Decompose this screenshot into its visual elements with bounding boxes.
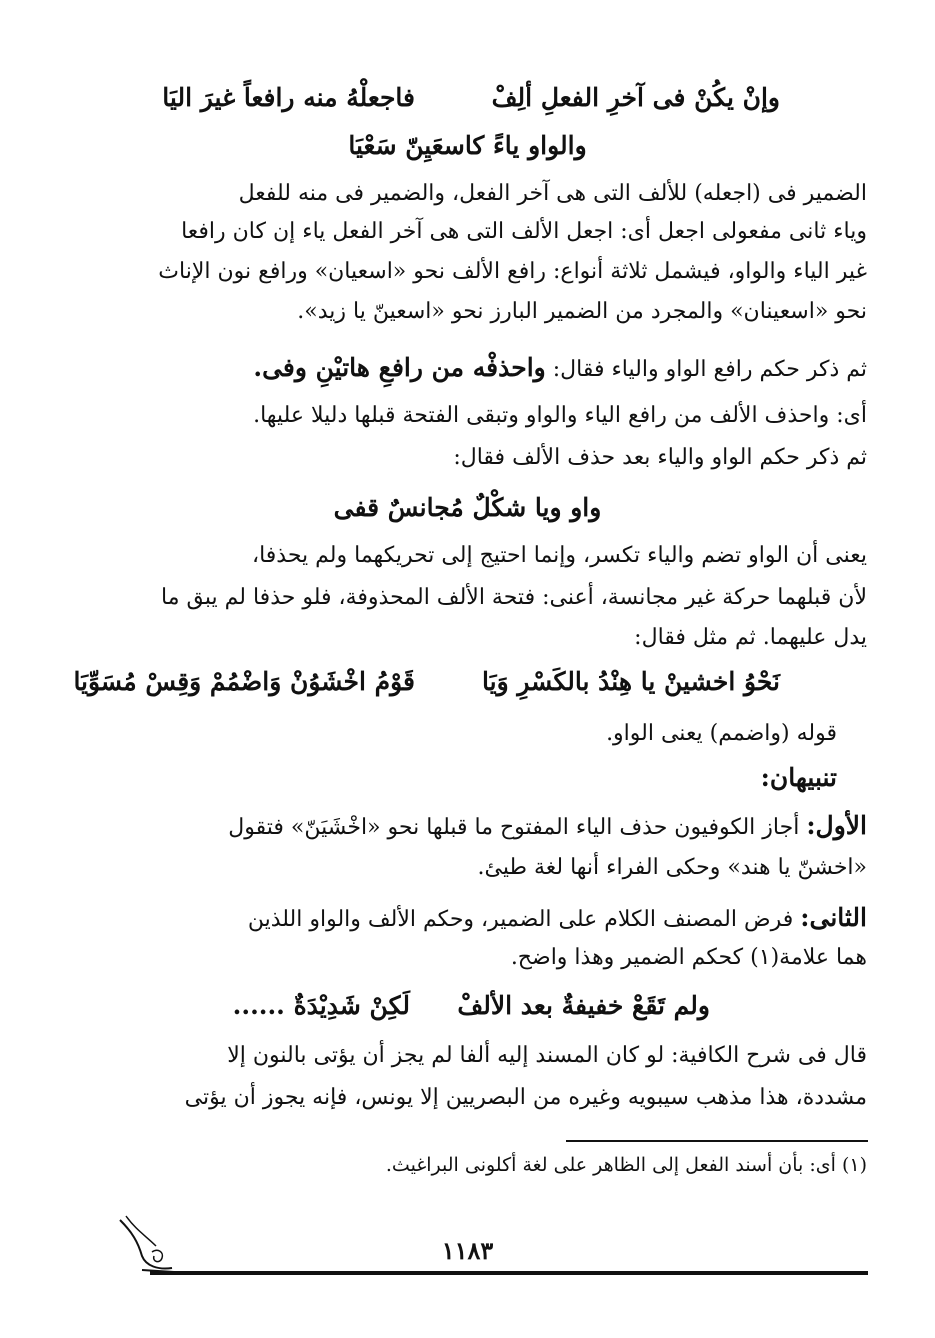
second-note-line-2: هما علامة(١) كحكم الضمير وهذا واضح. [510,945,867,970]
first-note-label: الأول: [806,811,867,840]
para5-line-1: يعنى أن الواو تضم والياء تكسر، وإنما احتيج إلى تحريكهما ولم يحذفا، [251,543,867,568]
second-note-label: الثانى: [800,903,867,932]
para1-line-1: الضمير فى (اجعله) للألف التى هى آخر الفعل، والضمير فى منه للفعل [238,181,867,206]
para4-line: ثم ذكر حكم الواو والياء بعد حذف الألف فقال: [453,445,867,470]
verse1-second-line: والواو ياءً كاسعَيِنّ سَعْيَا [348,131,587,160]
para5-line-2: لأن قبلهما حركة غير مجانسة، أعنى: فتحة الألف المحذوفة، فلو حذفا لم يبق ما [161,585,867,610]
verse2-line: واو ويا شكْلٌ مُجانسٌ قفى [333,493,602,522]
para3-line: أى: واحذف الألف من رافع الياء والواو وتبقى الفتحة قبلها دليلا عليها. [253,403,867,428]
pen-scribble-icon [112,1212,182,1274]
para5-line-3: يدل عليهما. ثم مثل فقال: [634,625,867,650]
first-note-text: أجاز الكوفيون حذف الياء المفتوح ما قبلها نحو «اخْشَيَنّ» فتقول [228,815,800,840]
verse3-left-hemistich: قَوْمُ اخْشَوُنْ وَاضْمُمْ وَقِسْ مُسَوِّيَا [73,667,415,696]
para2-prefix: ثم ذكر حكم رافع الواو والياء فقال: [552,357,867,382]
verse1-right-hemistich: وإنْ يكُنْ فى آخرِ الفعلِ ألِفْ [491,83,780,112]
first-note-line-1 [228,808,867,846]
footnote-divider [566,1140,868,1142]
para1-line-3: غير الياء والواو، فيشمل ثلاثة أنواع: رافع الألف نحو «اسعيان» ورافع نون الإناث [158,259,867,284]
first-note-line-2: «اخشنّ يا هند» وحكى الفراء أنها لغة طيئ. [477,855,867,880]
second-note-text: فرض المصنف الكلام على الضمير، وحكم الألف والواو اللذين [247,907,794,932]
footnote: (١) أى: بأن أسند الفعل إلى الظاهر على لغة أكلونى البراغيث. [385,1154,867,1176]
para1-line-4: نحو «اسعينان» والمجرد من الضمير البارز نحو «اسعينّ يا زيد». [297,299,867,324]
verse4-left-hemistich: لَكِنْ شَدِيْدَةٌ ...... [232,991,410,1020]
para6-line: قوله (واضمم) يعنى الواو. [606,721,837,746]
second-note-line-1 [248,900,867,938]
bottom-rule [150,1271,868,1275]
para7-line-2: مشددة، هذا مذهب سيبويه وغيره من البصريين إلا يونس، فإنه يجوز أن يؤتى [184,1085,867,1110]
verse3-right-hemistich: نَحْوُ اخشينْ يا هِنْدُ بالكَسْرِ وَيَا [482,667,780,696]
notes-heading: تنبيهان: [760,763,837,792]
verse1-left-hemistich: فاجعلْهُ منه رافعاً غيرَ اليَا [162,83,415,112]
page-number: ١١٨٣ [441,1236,494,1265]
para2-verse: واحذفْه من رافعِ هاتيْنِ وفى. [253,353,546,382]
para1-line-2: وياء ثانى مفعولى اجعل أى: اجعل الألف التى هى آخر الفعل ياء إن كان رافعا [181,219,867,244]
para7-line-1: قال فى شرح الكافية: لو كان المسند إليه ألفا لم يجز أن يؤتى بالنون إلا [227,1043,867,1068]
verse4-right-hemistich: ولم تَقَعْ خفيفةٌ بعد الألفْ [457,991,710,1020]
para2-line [253,350,867,388]
